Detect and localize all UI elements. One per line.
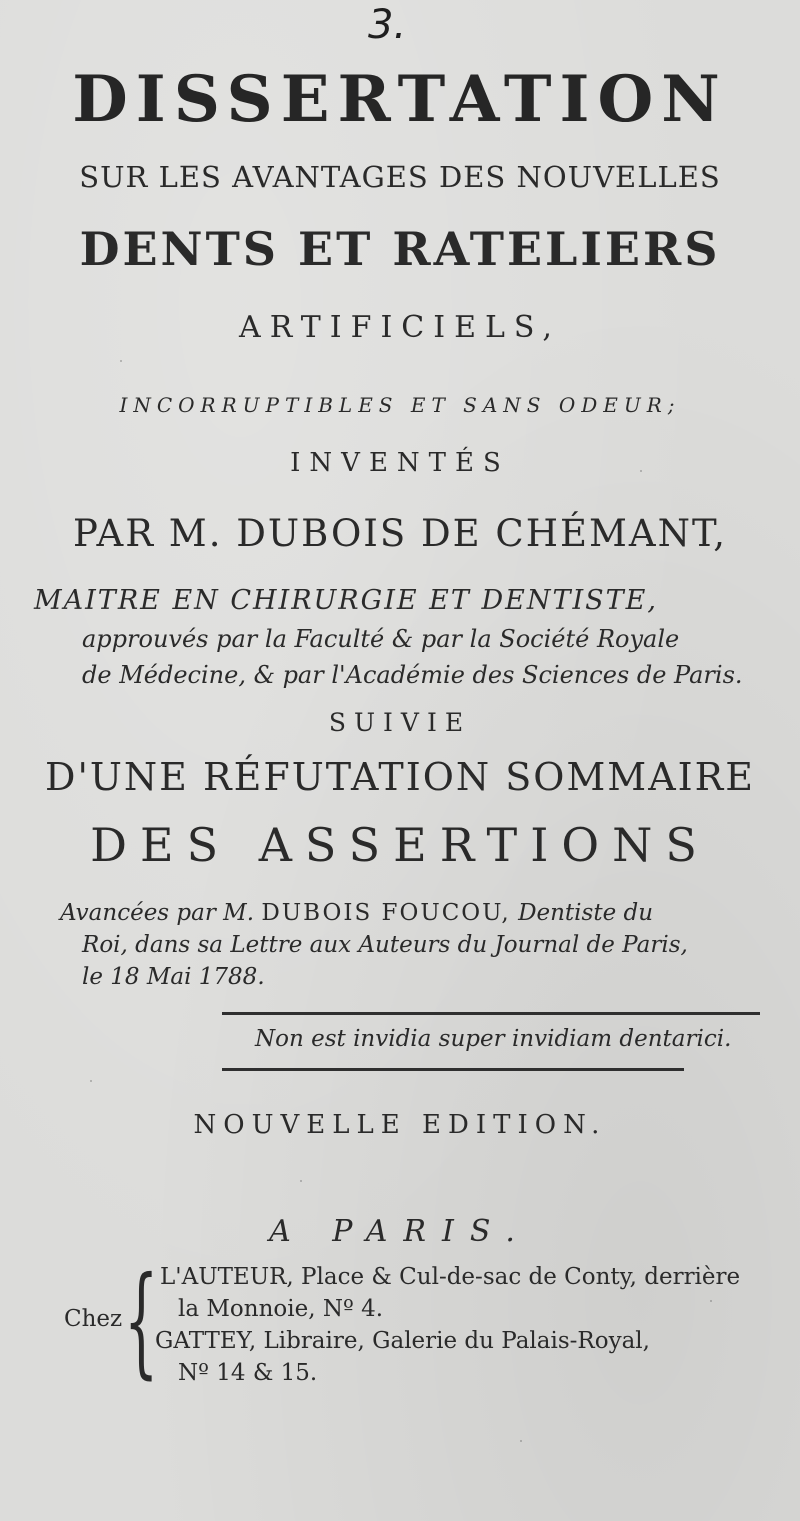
paper-speck bbox=[120, 360, 122, 362]
paper-speck bbox=[640, 470, 642, 472]
divider-rule-top bbox=[222, 1012, 760, 1015]
paper-speck bbox=[90, 1080, 92, 1082]
divider-rule-bottom bbox=[222, 1068, 684, 1071]
motto: Non est invidia super invidiam dentarici. bbox=[255, 1026, 732, 1052]
place-line: A PARIS. bbox=[269, 1214, 531, 1249]
subtitle-line-1: SUR LES AVANTAGES DES NOUVELLES bbox=[79, 160, 721, 194]
qualifier-line: INCORRUPTIBLES ET SANS ODEUR; bbox=[119, 393, 681, 417]
seller-1-line-2: la Monnoie, Nº 4. bbox=[178, 1296, 384, 1322]
advanced-line-1-pre: Avancées par M. bbox=[60, 900, 255, 926]
main-title: DISSERTATION bbox=[72, 62, 728, 137]
edition-line: NOUVELLE EDITION. bbox=[193, 1110, 607, 1140]
seller-2-line-1: GATTEY, Libraire, Galerie du Palais-Royal, bbox=[155, 1328, 650, 1354]
author-line: PAR M. DUBOIS DE CHÉMANT, bbox=[72, 512, 728, 555]
author-title-line-2: approuvés par la Faculté & par la Société Royale bbox=[82, 625, 680, 653]
title-line-3: ARTIFICIELS, bbox=[239, 310, 561, 345]
paper-speck bbox=[300, 1180, 302, 1182]
seller-2-line-2: Nº 14 & 15. bbox=[178, 1360, 318, 1386]
author-title-line-3: de Médecine, & par l'Académie des Sciences de Paris. bbox=[82, 661, 743, 689]
advanced-line-2: Roi, dans sa Lettre aux Auteurs du Journal de Paris, bbox=[82, 932, 688, 958]
assertions-line: DES ASSERTIONS bbox=[90, 818, 710, 872]
advanced-line-3: le 18 Mai 1788. bbox=[82, 964, 265, 990]
title-line-2: DENTS ET RATELIERS bbox=[79, 222, 721, 276]
paper-speck bbox=[710, 1300, 712, 1302]
paper-speck bbox=[520, 1440, 522, 1442]
refutation-line: D'UNE RÉFUTATION SOMMAIRE bbox=[44, 755, 756, 799]
invented-line: INVENTÉS bbox=[290, 448, 510, 478]
advanced-line-1-name: DUBOIS FOUCOU, bbox=[261, 900, 511, 926]
author-title-line-1: MAITRE EN CHIRURGIE ET DENTISTE, bbox=[34, 585, 658, 616]
handwritten-page-number: 3. bbox=[368, 2, 407, 48]
seller-1-line-1: L'AUTEUR, Place & Cul-de-sac de Conty, derrière bbox=[160, 1264, 741, 1290]
advanced-line-1-post: Dentiste du bbox=[518, 900, 654, 926]
sellers-label: Chez bbox=[64, 1306, 123, 1332]
brace-glyph: { bbox=[124, 1252, 159, 1391]
advanced-line-1 bbox=[60, 900, 653, 926]
followed-by-line: SUIVIE bbox=[328, 708, 472, 737]
